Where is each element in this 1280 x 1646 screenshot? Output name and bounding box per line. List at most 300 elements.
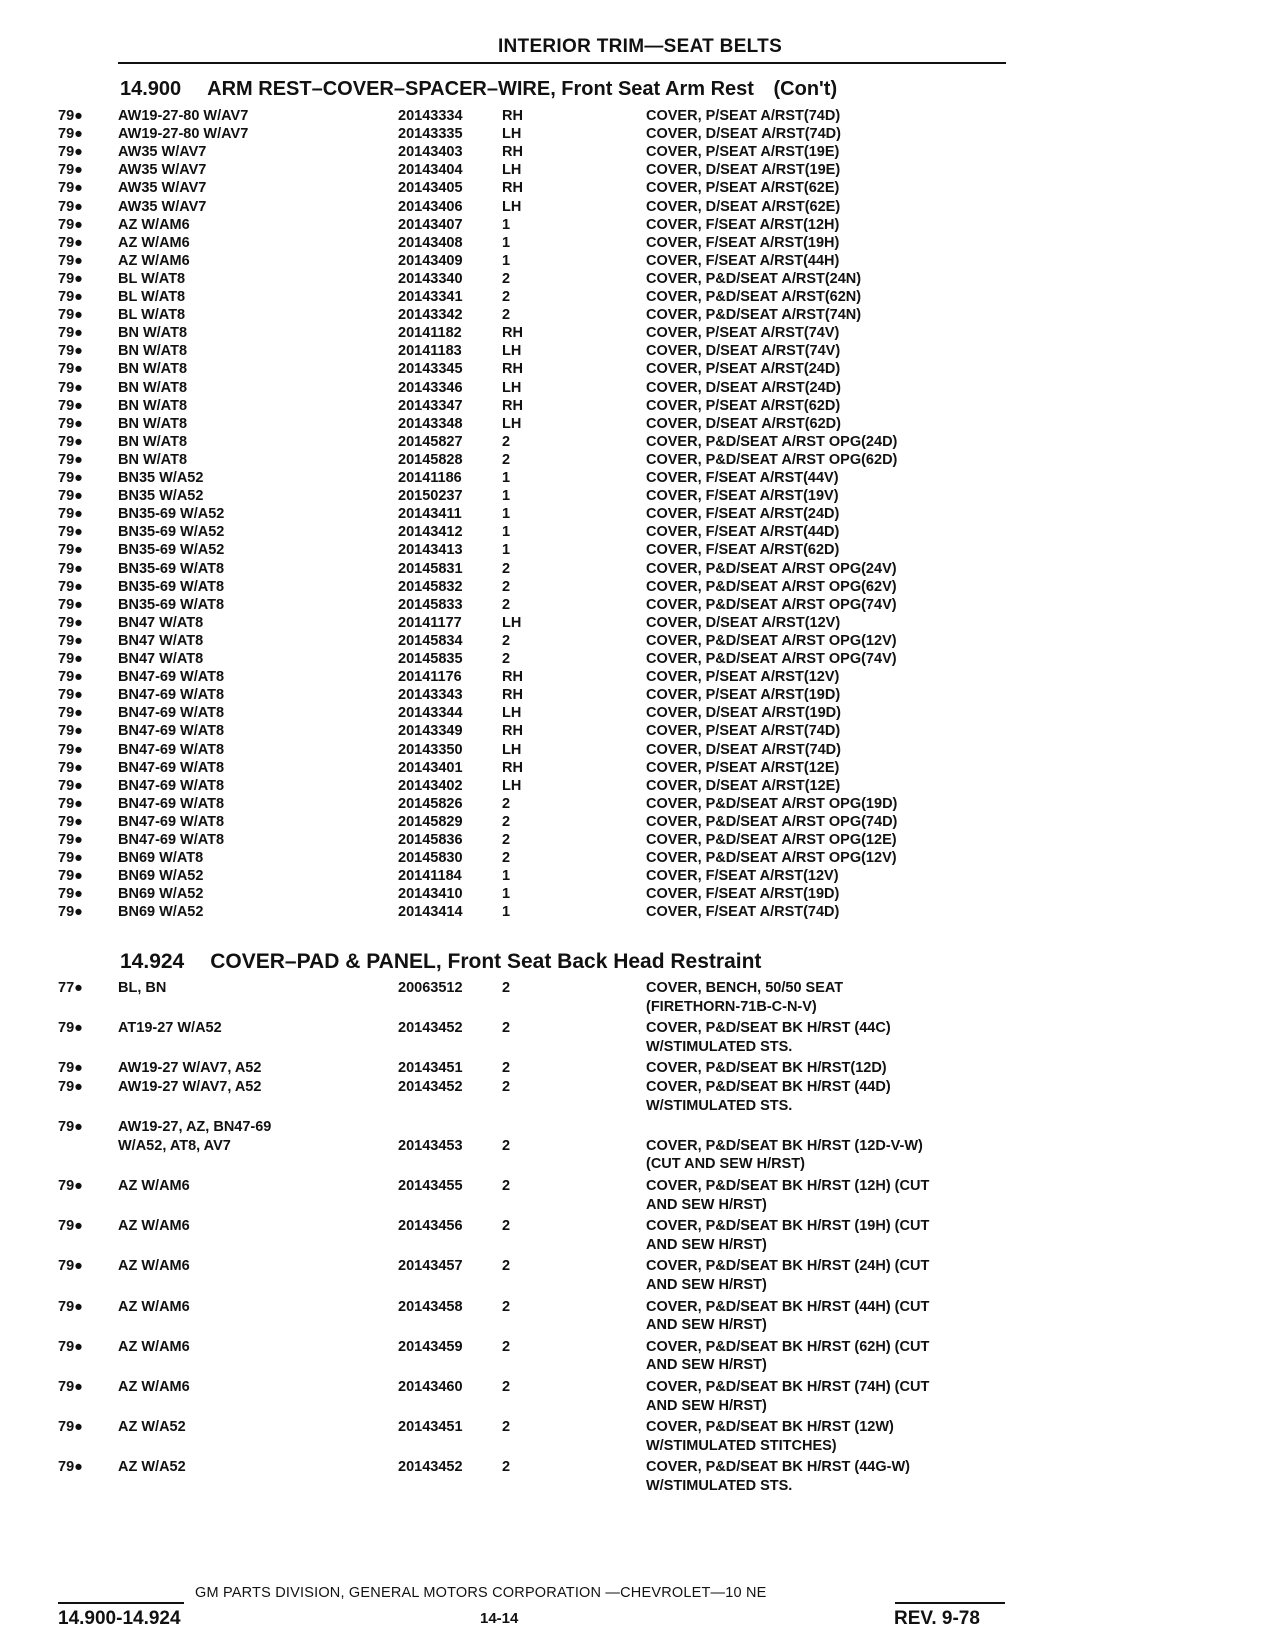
quantity: 2 [502,795,511,812]
part-description: COVER, P/SEAT A/RST(24D) [646,361,841,378]
part-number: 20143456 [398,1218,463,1235]
part-description-continued: AND SEW H/RST) [646,1277,767,1293]
figure-ref: 79● [58,578,83,595]
figure-ref: 79● [58,180,83,197]
part-description: COVER, P&D/SEAT A/RST OPG(62V) [646,578,897,595]
quantity: 1 [502,506,511,523]
quantity: 2 [502,307,511,324]
table-row [0,760,1280,777]
part-number: 20145826 [398,795,463,812]
model-code: BN47 W/AT8 [118,632,204,649]
table-row [0,980,1280,997]
model-code: AW19-27 W/AV7, A52 [118,1079,262,1095]
figure-ref: 79● [58,832,83,848]
quantity: 2 [502,1137,511,1154]
model-code: BN69 W/AT8 [118,850,204,867]
table-row [0,778,1280,795]
figure-ref: 79● [58,506,83,523]
model-code: BN47-69 W/AT8 [118,687,225,704]
model-code: AZ W/AM6 [118,1178,190,1194]
figure-ref: 79● [58,560,83,577]
figure-ref: 77● [58,980,83,996]
quantity: LH [502,614,522,631]
figure-ref: 79● [58,198,83,215]
quantity: LH [502,415,522,432]
figure-ref: 79● [58,614,83,631]
table-row-continuation [0,1098,1280,1115]
part-description: COVER, P/SEAT A/RST(62E) [646,180,840,197]
part-description: COVER, P/SEAT A/RST(74D) [646,723,841,740]
figure-ref: 79● [58,705,83,722]
table-row [0,524,1280,541]
figure-ref: 79● [58,1379,83,1395]
quantity: 2 [502,632,511,649]
part-description: COVER, P&D/SEAT A/RST OPG(12V) [646,632,897,649]
figure-ref: 79● [58,1258,83,1275]
table-row [0,434,1280,451]
figure-ref: 79● [58,741,83,758]
table-row [0,669,1280,686]
quantity: LH [502,198,522,215]
part-description: COVER, F/SEAT A/RST(24D) [646,506,840,523]
model-code: BN35-69 W/A52 [118,542,225,559]
figure-ref: 79● [58,1119,83,1136]
section-title: ARM REST–COVER–SPACER–WIRE, Front Seat Arm Rest [207,78,754,100]
part-number: 20143460 [398,1379,463,1395]
part-description: COVER, P/SEAT A/RST(19E) [646,144,840,161]
part-number: 20143344 [398,705,463,722]
quantity: LH [502,705,522,722]
table-row [0,687,1280,704]
section-number: 14.900 [120,78,182,100]
quantity: LH [502,126,522,143]
part-number: 20143408 [398,234,463,251]
part-description: COVER, F/SEAT A/RST(44H) [646,252,840,269]
quantity: 2 [502,832,511,848]
part-description: COVER, P&D/SEAT A/RST OPG(74D) [646,813,898,830]
part-number: 20143347 [398,397,463,414]
part-description: COVER, P&D/SEAT BK H/RST (19H) (CUT [646,1218,930,1235]
part-number: 20063512 [398,980,463,996]
model-code: BL W/AT8 [118,270,186,287]
figure-ref: 79● [58,542,83,559]
part-number: 20145836 [398,832,463,848]
model-code: BN W/AT8 [118,433,188,450]
section-heading [120,950,761,974]
model-code: BN W/AT8 [118,325,188,342]
model-code: BN W/AT8 [118,451,188,468]
part-description: COVER, P&D/SEAT A/RST OPG(62D) [646,451,898,468]
part-number: 20145827 [398,433,463,450]
part-description-continued: W/STIMULATED STS. [646,1097,793,1114]
part-description: COVER, P&D/SEAT BK H/RST (62H) (CUT [646,1338,930,1355]
table-row [0,325,1280,342]
table-row [0,1379,1280,1396]
table-row [0,217,1280,234]
figure-ref: 79● [58,252,83,269]
model-code: AZ W/A52 [118,1419,186,1436]
table-row [0,1339,1280,1356]
model-code: BN47-69 W/AT8 [118,813,225,830]
quantity: 2 [502,850,511,867]
part-number: 20143412 [398,524,463,541]
part-number: 20143350 [398,741,463,758]
quantity: 1 [502,470,511,486]
table-row [0,307,1280,324]
quantity: 2 [502,1020,511,1037]
part-number: 20145829 [398,813,463,830]
quantity: 2 [502,980,511,996]
quantity: 2 [502,451,511,468]
quantity: 2 [502,560,511,577]
quantity: 2 [502,813,511,830]
quantity: 2 [502,578,511,595]
part-number: 20143458 [398,1298,463,1315]
table-row [0,633,1280,650]
part-description: COVER, P&D/SEAT A/RST(74N) [646,307,862,324]
footer-rule-left [58,1602,184,1604]
figure-ref: 79● [58,687,83,704]
part-description: COVER, P&D/SEAT A/RST OPG(74V) [646,651,897,667]
figure-ref: 79● [58,723,83,740]
part-number: 20150237 [398,488,463,505]
table-row-continuation [0,1478,1280,1495]
quantity: LH [502,741,522,758]
figure-ref: 79● [58,289,83,305]
quantity: RH [502,144,523,161]
part-number: 20143451 [398,1419,463,1436]
part-description: COVER, D/SEAT A/RST(12E) [646,777,841,794]
section-heading [120,78,837,101]
part-number: 20143401 [398,759,463,776]
table-row [0,705,1280,722]
figure-ref: 79● [58,813,83,830]
quantity: LH [502,379,522,396]
part-number: 20145830 [398,850,463,867]
quantity: 2 [502,1178,511,1194]
model-code: AZ W/AM6 [118,1218,190,1235]
model-code: BL W/AT8 [118,289,186,305]
quantity: 2 [502,1419,511,1436]
figure-ref: 79● [58,379,83,396]
model-code: BN47-69 W/AT8 [118,669,225,686]
table-row [0,1079,1280,1096]
table-row [0,814,1280,831]
table-row [0,1258,1280,1275]
table-row [0,904,1280,921]
figure-ref: 79● [58,270,83,287]
part-description: COVER, BENCH, 50/50 SEAT [646,980,844,996]
model-code: AW35 W/AV7 [118,144,207,161]
model-code: BN35-69 W/A52 [118,506,225,523]
part-number: 20141176 [398,669,462,686]
part-description-continued: AND SEW H/RST) [646,1357,767,1374]
section-suffix: (Con't) [773,78,838,100]
table-row [0,144,1280,161]
part-number: 20143413 [398,542,463,559]
figure-ref: 79● [58,343,83,360]
quantity: 1 [502,216,511,233]
quantity: 1 [502,252,511,269]
part-number: 20143451 [398,1060,463,1077]
part-description: COVER, P&D/SEAT A/RST OPG(12E) [646,832,897,848]
table-row-continuation [0,1197,1280,1214]
figure-ref: 79● [58,162,83,179]
table-row-continuation [0,1039,1280,1056]
part-description: COVER, P&D/SEAT BK H/RST(12D) [646,1060,887,1077]
table-row [0,271,1280,288]
model-code: BN W/AT8 [118,343,188,360]
part-number: 20143342 [398,307,463,324]
model-code: AW35 W/AV7 [118,162,207,179]
part-number: 20143455 [398,1178,463,1194]
quantity: 1 [502,886,511,903]
quantity: RH [502,687,523,704]
model-code: AW19-27-80 W/AV7 [118,108,249,124]
section-number: 14.924 [120,950,185,973]
table-row-continuation [0,999,1280,1016]
part-description-continued: AND SEW H/RST) [646,1397,767,1414]
part-description: COVER, D/SEAT A/RST(24D) [646,379,841,396]
model-code: AZ W/AM6 [118,252,190,269]
table-row [0,488,1280,505]
figure-ref: 79● [58,144,83,161]
table-row [0,579,1280,596]
part-description: COVER, D/SEAT A/RST(74V) [646,343,841,360]
figure-ref: 79● [58,126,83,143]
table-row [0,126,1280,143]
part-number: 20143349 [398,723,463,740]
part-description: COVER, P&D/SEAT BK H/RST (12W) [646,1419,894,1436]
table-row [0,542,1280,559]
table-row [0,886,1280,903]
part-number: 20143402 [398,777,463,794]
quantity: RH [502,759,523,776]
quantity: 2 [502,1079,511,1095]
part-number: 20143335 [398,126,463,143]
part-number: 20143343 [398,687,463,704]
model-code: BL W/AT8 [118,307,186,324]
table-row-continuation [0,1317,1280,1334]
model-code: BN35-69 W/AT8 [118,560,225,577]
table-row [0,470,1280,487]
table-row [0,1459,1280,1476]
part-description: COVER, P&D/SEAT A/RST OPG(12V) [646,850,897,867]
table-row [0,289,1280,306]
model-code: AW19-27, AZ, BN47-69 [118,1119,272,1136]
figure-ref: 79● [58,632,83,649]
quantity: 1 [502,542,511,559]
quantity: 1 [502,868,511,885]
model-code: BN35-69 W/AT8 [118,578,225,595]
footer-revision: REV. 9-78 [894,1608,980,1629]
figure-ref: 79● [58,850,83,867]
part-description-continued: AND SEW H/RST) [646,1317,767,1334]
footer-section-range: 14.900-14.924 [58,1608,181,1629]
quantity: RH [502,361,523,378]
quantity: LH [502,777,522,794]
figure-ref: 79● [58,596,83,613]
part-description-continued: W/STIMULATED STITCHES) [646,1437,837,1454]
part-description: COVER, P&D/SEAT A/RST(24N) [646,270,862,287]
part-number: 20143406 [398,198,463,215]
part-description: COVER, F/SEAT A/RST(62D) [646,542,840,559]
model-code: BN W/AT8 [118,361,188,378]
part-description: COVER, F/SEAT A/RST(12V) [646,868,839,885]
quantity: 2 [502,1298,511,1315]
table-row-continuation [0,1237,1280,1254]
model-code: BN47 W/AT8 [118,651,204,667]
table-row-continuation [0,1156,1280,1173]
part-number: 20141186 [398,470,462,486]
part-number: 20143341 [398,289,463,305]
model-code: BN47-69 W/AT8 [118,759,225,776]
part-number: 20143452 [398,1020,463,1037]
model-code: BN47-69 W/AT8 [118,832,225,848]
quantity: 2 [502,1218,511,1235]
table-row [0,1299,1280,1316]
table-row [0,597,1280,614]
table-row [0,199,1280,216]
part-description: COVER, P&D/SEAT A/RST(62N) [646,289,862,305]
model-code: AZ W/A52 [118,1459,186,1476]
table-row [0,108,1280,125]
figure-ref: 79● [58,1419,83,1436]
table-row [0,361,1280,378]
quantity: 1 [502,488,511,505]
figure-ref: 79● [58,488,83,505]
part-number: 20143410 [398,886,463,903]
quantity: 2 [502,1379,511,1395]
part-description: COVER, D/SEAT A/RST(62D) [646,415,841,432]
model-code: AW35 W/AV7 [118,180,207,197]
table-row [0,452,1280,469]
table-row [0,1218,1280,1235]
figure-ref: 79● [58,904,83,921]
table-row-continuation [0,1277,1280,1294]
section-title: COVER–PAD & PANEL, Front Seat Back Head Restraint [210,950,762,973]
table-row [0,832,1280,849]
part-number: 20143345 [398,361,463,378]
part-description: COVER, P&D/SEAT BK H/RST (44H) (CUT [646,1298,930,1315]
quantity: RH [502,669,523,686]
part-number: 20143407 [398,216,463,233]
part-description-continued: (FIRETHORN-71B-C-N-V) [646,998,817,1015]
quantity: RH [502,397,523,414]
quantity: 2 [502,651,511,667]
table-row [0,506,1280,523]
quantity: RH [502,108,523,124]
model-code: AW19-27 W/AV7, A52 [118,1060,262,1077]
table-row [0,380,1280,397]
footer-corporation: GM PARTS DIVISION, GENERAL MOTORS CORPORATION —CHEVROLET—10 NE [195,1585,767,1601]
part-number: 20143452 [398,1459,463,1476]
quantity: RH [502,723,523,740]
part-description: COVER, P/SEAT A/RST(19D) [646,687,841,704]
quantity: 2 [502,289,511,305]
part-number: 20141177 [398,614,462,631]
part-number: 20143346 [398,379,463,396]
table-row [0,1138,1280,1155]
table-row [0,1060,1280,1077]
model-code: BN47-69 W/AT8 [118,723,225,740]
table-row [0,742,1280,759]
table-row [0,561,1280,578]
part-number: 20145833 [398,596,463,613]
model-code: AZ W/AM6 [118,216,190,233]
figure-ref: 79● [58,886,83,903]
part-description: COVER, D/SEAT A/RST(62E) [646,198,841,215]
model-code: AZ W/AM6 [118,1379,190,1395]
model-code: BL, BN [118,980,167,996]
quantity: 1 [502,234,511,251]
part-description: COVER, P&D/SEAT BK H/RST (12H) (CUT [646,1178,930,1194]
quantity: RH [502,180,523,197]
part-description: COVER, P&D/SEAT BK H/RST (24H) (CUT [646,1258,930,1275]
model-code: BN35 W/A52 [118,470,204,486]
figure-ref: 79● [58,777,83,794]
quantity: 2 [502,433,511,450]
figure-ref: 79● [58,433,83,450]
quantity: 2 [502,1258,511,1275]
quantity: 1 [502,524,511,541]
figure-ref: 79● [58,795,83,812]
figure-ref: 79● [58,1020,83,1037]
model-code: BN W/AT8 [118,397,188,414]
part-number: 20143404 [398,162,463,179]
model-code: BN W/AT8 [118,379,188,396]
part-number: 20141182 [398,325,462,342]
figure-ref: 79● [58,1178,83,1194]
table-row [0,416,1280,433]
model-code: AZ W/AM6 [118,1338,190,1355]
part-number: 20143334 [398,108,463,124]
figure-ref: 79● [58,325,83,342]
part-description: COVER, P/SEAT A/RST(12E) [646,759,840,776]
part-number: 20143409 [398,252,463,269]
part-description-continued: AND SEW H/RST) [646,1196,767,1213]
quantity: 2 [502,1338,511,1355]
quantity: 2 [502,596,511,613]
table-row-continuation [0,1357,1280,1374]
table-row [0,615,1280,632]
quantity: 1 [502,904,511,921]
model-code: BN35-69 W/A52 [118,524,225,541]
part-description: COVER, P/SEAT A/RST(12V) [646,669,840,686]
table-row [0,723,1280,740]
part-description: COVER, P&D/SEAT A/RST OPG(24D) [646,433,898,450]
figure-ref: 79● [58,1459,83,1476]
part-number: 20143452 [398,1079,463,1095]
part-number: 20145835 [398,651,463,667]
figure-ref: 79● [58,1079,83,1095]
table-row [0,1119,1280,1136]
table-row-continuation [0,1438,1280,1455]
quantity: RH [502,325,523,342]
part-description: COVER, P&D/SEAT BK H/RST (12D-V-W) [646,1137,923,1154]
quantity: 2 [502,1459,511,1476]
figure-ref: 79● [58,669,83,686]
part-description: COVER, P&D/SEAT BK H/RST (44G-W) [646,1459,910,1476]
part-description: COVER, D/SEAT A/RST(19D) [646,705,841,722]
model-code: BN47-69 W/AT8 [118,777,225,794]
part-description-continued: (CUT AND SEW H/RST) [646,1156,805,1173]
model-code: BN35 W/A52 [118,488,204,505]
figure-ref: 79● [58,524,83,541]
figure-ref: 79● [58,759,83,776]
table-row [0,343,1280,360]
table-row [0,1020,1280,1037]
